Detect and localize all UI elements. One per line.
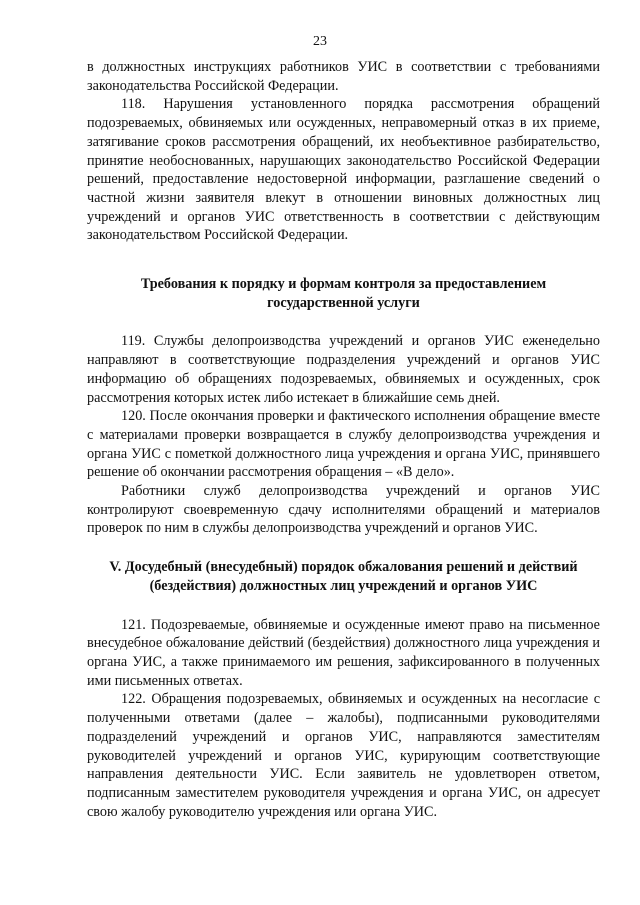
paragraph-119: 119. Службы делопроизводства учреждений и органов УИС еженедельно направляют в соответствующие подразделения учреждений и органов УИС информацию об обращениях подозреваемых, обвиняемых и осужденных, срок рассмотрения которых истек либо истекает в ближайшие семь дней. xyxy=(87,333,600,406)
paragraph-122: 122. Обращения подозреваемых, обвиняемых и осужденных на несогласие с полученными ответами (далее – жалобы), подписанными руководителями подразделений учреждений и органов УИС, направляются заместителям руководителей учреждений и органов УИС, курирующим соответствующие направления деятельности УИС. Если заявитель не удовлетворен ответом, подписанным заместителем руководителя учреждения и органа УИС, он адресует свою жалобу руководителю учреждения или органа УИС. xyxy=(87,691,600,820)
paragraph-120: 120. После окончания проверки и фактического исполнения обращение вместе с материалами проверки возвращается в службу делопроизводства учреждения и органа УИС с пометкой должностного лица учреждения и органа УИС, принявшего решение об окончании рассмотрения обращения – «В дело». xyxy=(87,408,600,481)
heading-control-requirements: Требования к порядку и формам контроля за предоставлением государственной услуги xyxy=(140,276,547,311)
page-number: 23 xyxy=(313,34,327,49)
paragraph-116-continuation: в должностных инструкциях работников УИС в соответствии с требованиями законодательства Российской Федерации. xyxy=(87,59,600,94)
paragraph-121: 121. Подозреваемые, обвиняемые и осужденные имеют право на письменное внесудебное обжалование действий (бездействия) должностного лица учреждения и органа УИС, а также принимаемого им решения, зафиксированного в полученных ими письменных ответах. xyxy=(87,616,600,689)
page-content xyxy=(87,58,600,821)
paragraph-118: 118. Нарушения установленного порядка рассмотрения обращений подозреваемых, обвиняемых или осужденных, неправомерный отказ в их приеме, затягивание сроков рассмотрения обращений, их необъективное разбирательство, принятие необоснованных, нарушающих законодательство Российской Федерации решений, предоставление недостоверной информации, разглашение сведений о частной жизни заявителя влекут в отношении виновных должностных лиц учреждений и органов УИС ответственность в соответствии с действующим законодательством Российской Федерации. xyxy=(87,96,600,244)
heading-section-v: V. Досудебный (внесудебный) порядок обжалования решений и действий (бездействия) должностных лиц учреждений и органов УИС xyxy=(109,559,578,594)
paragraph-120-workers: Работники служб делопроизводства учреждений и органов УИС контролируют своевременную сдачу исполнителями обращений и материалов проверок по ним в службы делопроизводства учреждений и органов УИС. xyxy=(87,483,600,537)
